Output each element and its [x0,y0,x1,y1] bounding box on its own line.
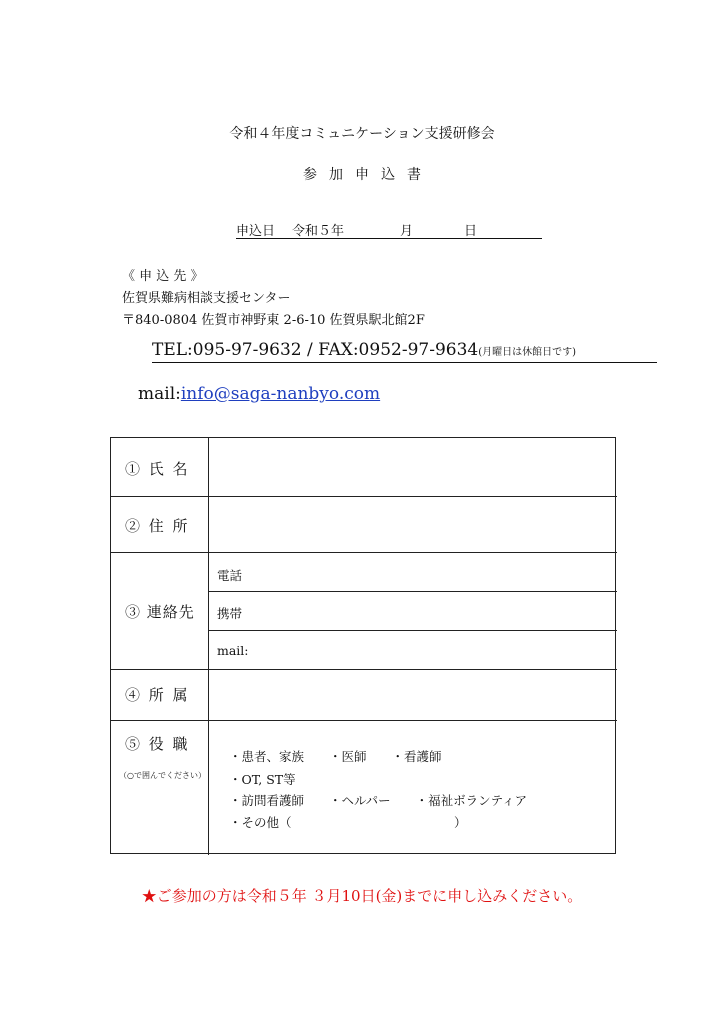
destination-organization: 佐賀県難病相談支援センター [122,291,291,306]
mobile-field[interactable]: 携帯 [217,606,243,621]
application-date-month: 月 [400,224,414,239]
row-divider [111,720,617,721]
role-option-line[interactable]: ・OT, ST等 [229,772,296,787]
affiliation-label: ④ 所 属 [125,686,190,704]
deadline-note: ★ご参加の方は令和５年 ３月10日(金)までに申し込みください。 [141,887,583,905]
mail-line [138,384,380,404]
role-label: ⑤ 役 職 [125,735,190,753]
name-label: ① 氏 名 [125,460,190,478]
mail-label: mail: [138,384,181,404]
document-title: 令和４年度コミュニケーション支援研修会 [229,126,495,142]
name-field[interactable] [209,438,617,496]
application-date-label: 申込日 [236,224,276,239]
application-date-line [236,220,542,239]
contact-subrow-divider [208,591,617,592]
closed-day-note: (月曜日は休館日です) [478,347,577,358]
application-date-era: 令和５年 [292,224,345,239]
address-field[interactable] [209,497,617,552]
document-subtitle: 参加申込書 [303,167,433,183]
address-label: ② 住 所 [125,517,190,535]
contact-mail-field[interactable]: mail: [217,643,249,658]
mail-link[interactable]: info@saga-nanbyo.com [180,384,381,404]
affiliation-field[interactable] [209,670,617,720]
role-option-line[interactable]: ・訪問看護師 ・ヘルパー ・福祉ボランティア [229,793,528,808]
application-date-day: 日 [464,224,478,239]
phone-field[interactable]: 電話 [217,568,243,583]
destination-header: 《 申 込 先 》 [122,269,204,284]
row-divider [111,552,617,553]
tel-fax-line [152,340,657,363]
application-form-table [110,437,616,854]
contact-subrow-divider [208,630,617,631]
role-option-line[interactable]: ・患者、家族 ・医師 ・看護師 [229,749,442,764]
role-note: （○で囲んでください） [119,771,206,780]
tel-fax-text: TEL:095-97-9632 / FAX:0952-97-9634 [152,340,479,360]
destination-address: 〒840-0804 佐賀市神野東 2-6-10 佐賀県駅北館2F [122,313,425,328]
role-option-line[interactable]: ・その他（ ） [229,815,467,830]
contact-label: ③ 連絡先 [125,603,195,621]
